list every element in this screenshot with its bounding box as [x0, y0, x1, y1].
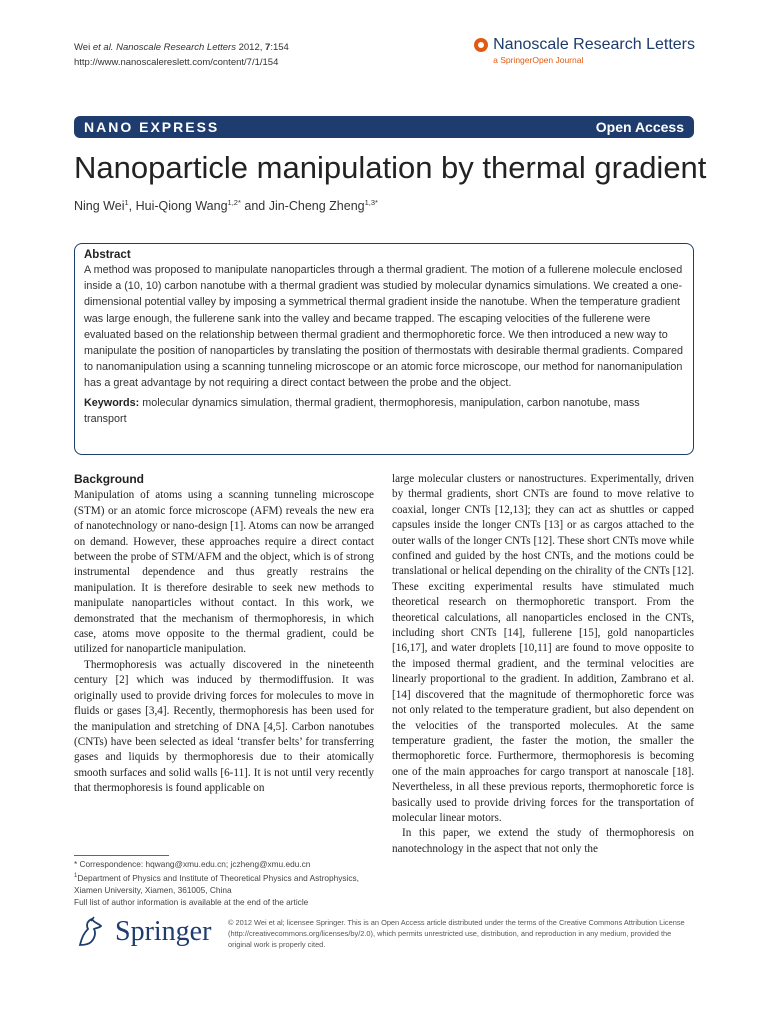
- keywords: [84, 395, 684, 427]
- paragraph: Manipulation of atoms using a scanning tunneling microscope (STM) or an atomic force microscope (AFM) reveals the new era of nanotechnology or nano-design [1]. Atoms can now be arranged on demand. However, these approaches require a direct contact between the probe of STM/AFM and the object, which is of strong instrumental dependence and thus greatly restrains the manipulation. It is therefore desirable to seek new methods to manipulate nanoparticles without contact. In this work, we demonstrated that the mechanism of thermophoresis, in which case, atoms move opposite to the thermal gradient, could be utilized for nanoparticle manipulation.: [74, 489, 374, 656]
- author-2-affil: 1,2*: [227, 198, 241, 207]
- full-list-note: Full list of author information is available at the end of the article: [74, 896, 309, 907]
- citation-header: [74, 40, 289, 70]
- publisher-name: Springer: [115, 916, 212, 947]
- article-type: NANO EXPRESS: [84, 119, 220, 135]
- keywords-list: molecular dynamics simulation, thermal gradient, thermophoresis, manipulation, carbon nanotube, mass transport: [84, 396, 640, 425]
- citation-etal: et al.: [92, 42, 114, 53]
- journal-logo-icon: [474, 38, 488, 52]
- correspondence: * Correspondence: hqwang@xmu.edu.cn; jczheng@xmu.edu.cn: [74, 859, 311, 869]
- citation-author: Wei: [74, 42, 91, 53]
- abstract-heading: Abstract: [84, 249, 131, 261]
- citation-url[interactable]: http://www.nanoscalereslett.com/content/7/1/154: [74, 57, 279, 68]
- citation-journal: Nanoscale Research Letters: [116, 42, 236, 53]
- open-access-label: Open Access: [595, 119, 684, 135]
- springer-horse-icon: [74, 915, 108, 949]
- journal-subtitle: a SpringerOpen Journal: [493, 55, 584, 65]
- paragraph: large molecular clusters or nanostructures. Experimentally, driven by thermal gradients, short CNTs are found to move relative to coaxial, longer CNTs [12,13]; they can act as shuttles or capped capsules inside the longer CNTs [13] or as cargos attached to the outer walls of the longer CNTs [12]. These short CNTs move while confined and guided by the host CNTs, and the motions could be translational or helical depending on the chirality of the CNTs [12]. These exciting experimental results have stimulated much theoretical research on thermophoretic transport. From the theoretical calculations, all nanoparticles enclosed in the CNTs, including short CNTs [14], fullerene [15], gold nanoparticles [16,17], and water droplets [10,11] are found to move opposite to the imposed thermal gradient, and the terminal velocities are linearly proportional to the gradient. In addition, Zambrano et al. [14] discovered that the magnitude of thermophoretic force was not only related to the temperature gradient, but also dependent on the velocities of the transported molecules. At the same temperature gradient, the faster the motion, the smaller the thermophoretic force. Furthermore, thermophoresis is becoming one of the main approaches for cargo transport at nanoscale [18]. Nevertheless, in all these previous reports, thermophoretic force is basically used to provide driving forces for the transportation of molecular linear motors.: [392, 473, 694, 824]
- citation-volume: 7: [265, 42, 271, 53]
- affiliation-number: 1: [74, 873, 78, 879]
- keywords-label: Keywords:: [84, 396, 140, 409]
- footnotes: [74, 858, 379, 908]
- affiliation: [74, 870, 379, 896]
- paragraph: In this paper, we extend the study of thermophoresis on nanotechnology in the aspect that not only the: [392, 827, 694, 855]
- abstract-box: [74, 243, 694, 455]
- publisher-logo: [74, 915, 211, 949]
- author-3-affil: 1,3*: [364, 198, 378, 207]
- body-column-left: [74, 472, 374, 797]
- citation-line: [74, 40, 289, 55]
- author-2: , Hui-Qiong Wang: [128, 199, 228, 214]
- article-type-banner: [74, 116, 694, 138]
- author-list: [74, 198, 378, 213]
- affiliation-text: Department of Physics and Institute of Theoretical Physics and Astrophysics, Xiamen University, Xiamen, 361005, China: [74, 872, 359, 895]
- article-title: Nanoparticle manipulation by thermal gradient: [74, 150, 707, 185]
- journal-name: Nanoscale Research Letters: [493, 36, 695, 53]
- citation-article: :154: [270, 42, 289, 53]
- license-text: © 2012 Wei et al; licensee Springer. This is an Open Access article distributed under the terms of the Creative Commons Attribution License (http://creativecommons.org/licenses/by/2.0), which permits unrestricted use, distribution, and reproduction in any medium, provided the original work is properly cited.: [228, 918, 685, 949]
- footnote-divider: [74, 855, 169, 856]
- author-1: Ning Wei: [74, 199, 125, 214]
- paragraph: Thermophoresis was actually discovered in the nineteenth century [2] which was induced by thermodiffusion. It was originally used to provide driving forces for molecules to move in fluids or gases [3,4]. Recently, thermophoresis has been used for the manipulation and stretching of DNA [4,5]. Carbon nanotubes (CNTs) have been selected as ideal ‘transfer belts’ for transferring gases and liquids by thermophoresis due to their atomically smooth surfaces and solid walls [6-11]. It is not until very recently that thermophoresis is found applicable on: [74, 658, 374, 795]
- author-3: and Jin-Cheng Zheng: [240, 199, 365, 214]
- author-1-affil: 1: [124, 198, 129, 207]
- body-column-right: [392, 472, 694, 857]
- citation-year: 2012,: [238, 42, 263, 53]
- journal-brand: [474, 36, 695, 65]
- section-heading-background: Background: [74, 472, 145, 486]
- abstract-text: A method was proposed to manipulate nanoparticles through a thermal gradient. The motion of a fullerene molecule enclosed inside a (10, 10) carbon nanotube with a thermal gradient was studied by molecular dynamics simulations. We created a one-dimensional potential valley by imposing a symmetrical thermal gradient inside the nanotube. When the temperature gradient was large enough, the fullerene sank into the valley and became trapped. The escaping velocities of the fullerene were evaluated based on the relationship between thermal gradient and thermophoretic force. We then introduced a new way to manipulate the position of nanoparticles by translating the position of thermostats with desirable thermal gradients. Compared to nanomanipulation using a scanning tunneling microscope or an atomic force microscope, our method for nanomanipulation has a great advantage by not requiring a direct contact between the probe and the object.: [84, 264, 683, 390]
